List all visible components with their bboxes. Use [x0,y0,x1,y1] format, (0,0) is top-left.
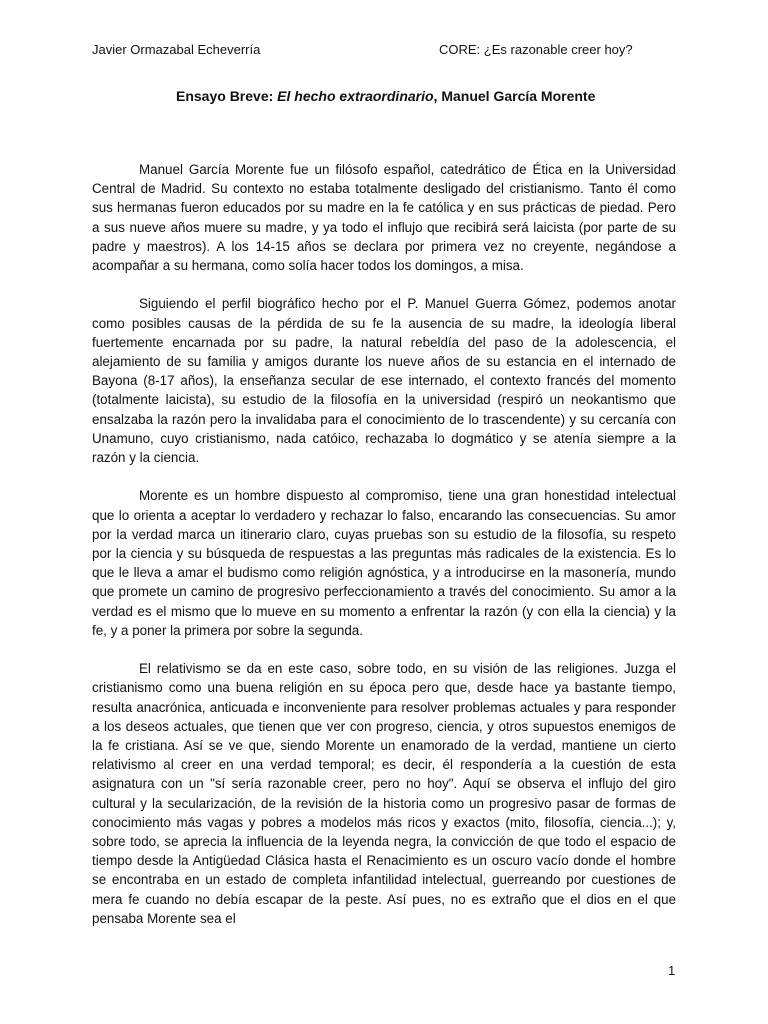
title-work: El hecho extraordinario [277,88,434,104]
essay-title [0,86,768,106]
paragraph-1: Manuel García Morente fue un filósofo español, catedrático de Ética en la Universidad Central de Madrid. Su contexto no estaba totalmente desligado del cristianismo. Tanto él como sus hermanas fueron educados por su madre en la fe católica y en sus prácticas de piedad. Pero a sus nueve años muere su madre, y ya todo el influjo que recibirá será laicista (por parte de su padre y maestros). A los 14-15 años se declara por primera vez no creyente, negándose a acompañar a su hermana, como solía hacer todos los domingos, a misa. [92,162,676,274]
essay-body [92,160,676,947]
title-suffix: , Manuel García Morente [433,88,596,104]
page-number: 1 [668,963,676,978]
header-course: CORE: ¿Es razonable creer hoy? [439,42,633,57]
title-prefix: Ensayo Breve: [176,88,278,104]
paragraph-3: Morente es un hombre dispuesto al compromiso, tiene una gran honestidad intelectual que lo orienta a aceptar lo verdadero y rechazar lo falso, encarando las consecuencias. Su amor por la verdad marca un itinerario claro, cuyas pruebas son su estudio de la filosofía, su respeto por la ciencia y su búsqueda de respuestas a las preguntas más radicales de la existencia. Es lo que le lleva a amar el budismo como religión agnóstica, y a introducirse en la masonería, mundo que promete un camino de progresivo perfeccionamiento a través del conocimiento. Su amor a la verdad es el mismo que lo mueve en su momento a enfrentar la razón (y con ella la ciencia) y la fe, y a poner la primera por sobre la segunda. [92,488,676,638]
paragraph-4: El relativismo se da en este caso, sobre todo, en su visión de las religiones. Juzga el cristianismo como una buena religión en su época pero que, desde hace ya bastante tiempo, resulta anacrónica, anticuada e inconveniente para resolver problemas actuales y para responder a los deseos actuales, que tienen que ver con progreso, ciencia, y otros supuestos enemigos de la fe cristiana. Así se ve que, siendo Morente un enamorado de la verdad, mantiene un cierto relativismo al creer en una verdad temporal; es decir, él respondería a la cuestión de esta asignatura con un "sí sería razonable creer, pero no hoy". Aquí se observa el influjo del giro cultural y la secularización, de la revisión de la historia como un progresivo pasar de formas de conocimiento más vagas y pobres a modelos más ricos y exactos (mito, filosofía, ciencia...); y, sobre todo, se aprecia la influencia de la leyenda negra, la convicción de que todo el espacio de tiempo desde la Antigüedad Clásica hasta el Renacimiento es un oscuro vacío donde el hombre se encontraba en un estado de completa infantilidad intelectual, guerreando por cuestiones de mera fe cuando no debía escapar de la peste. Así pues, no es extraño que el dios en el que pensaba Morente sea el [92,661,676,926]
paragraph-2: Siguiendo el perfil biográfico hecho por el P. Manuel Guerra Gómez, podemos anotar como posibles causas de la pérdida de su fe la ausencia de su madre, la ideología liberal fuertemente encarnada por su padre, la natural rebeldía del paso de la adolescencia, el alejamiento de su familia y amigos durante los nueve años de su estancia en el internado de Bayona (8-17 años), la enseñanza secular de ese internado, el contexto francés del momento (totalmente laicista), su estudio de la filosofía en la universidad (respiró un neokantismo que ensalzaba la razón pero la invalidaba para el conocimiento de lo trascendente) y su cercanía con Unamuno, cuyo cristianismo, nada catóico, rechazaba lo dogmático y se atenía siempre a la razón y la ciencia. [92,296,676,466]
header-author: Javier Ormazabal Echeverría [92,42,261,57]
page-header [92,40,678,60]
